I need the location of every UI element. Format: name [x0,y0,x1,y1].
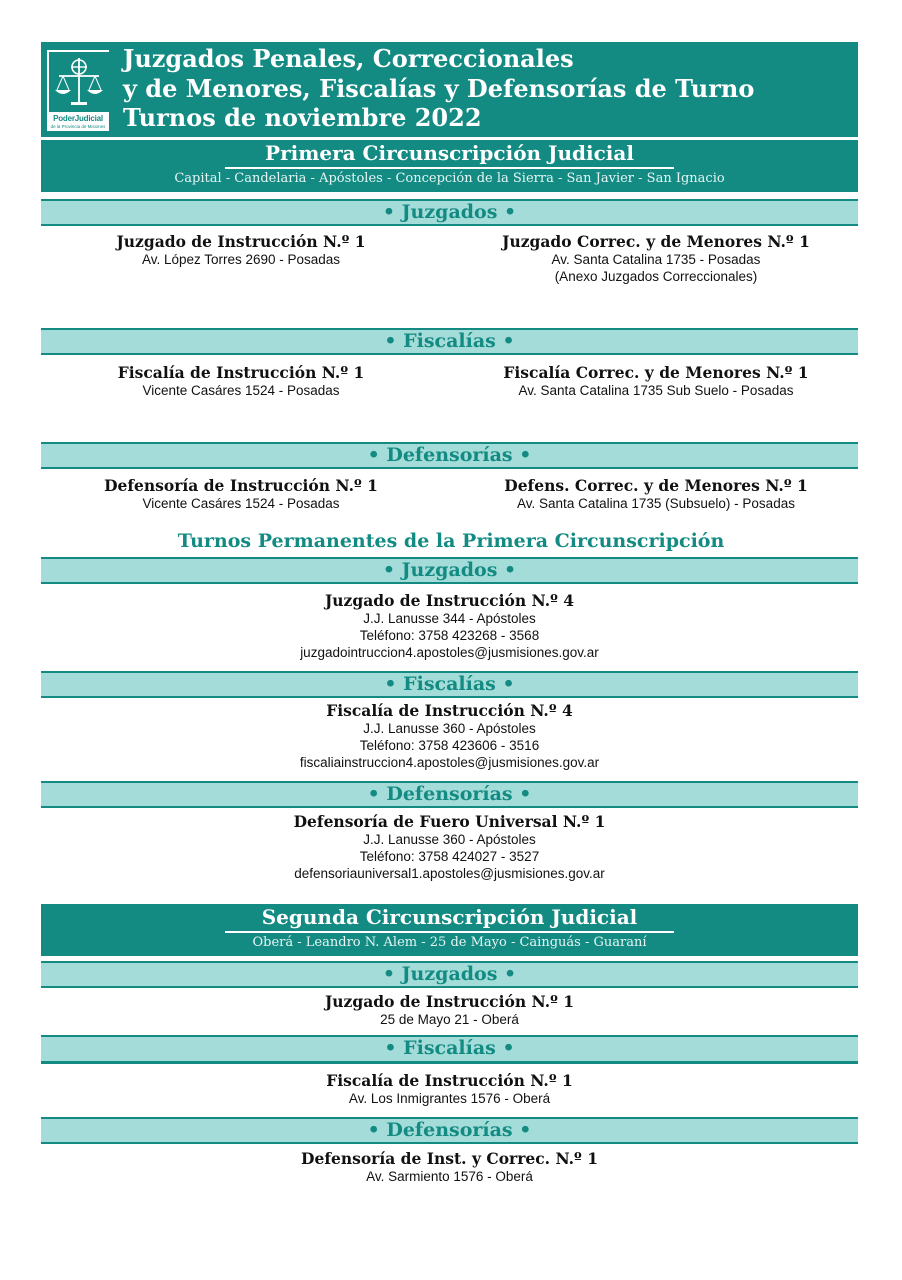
defensoria-instruccion-1 [41,476,441,512]
entity-name: Defens. Correc. y de Menores N.º 1 [504,476,808,495]
entity-email: defensoriauniversal1.apostoles@jusmisiones.gov.ar [294,866,605,881]
segunda-title: Segunda Circunscripción Judicial [261,905,638,929]
entity-name: Juzgado de Instrucción N.º 4 [324,591,575,610]
entity-name: Juzgado Correc. y de Menores N.º 1 [502,232,810,251]
header-title-line-1: Juzgados Penales, Correccionales [123,44,574,73]
segunda-title-underline [225,931,674,933]
entity-email: fiscaliainstruccion4.apostoles@jusmisiones.gov.ar [299,755,600,770]
logo-subtext: de la Provincia de Misiones [50,124,106,129]
juzgado-instruccion-1 [41,232,441,268]
primera-defensorias-bar: • Defensorías • [41,442,858,469]
entity-phone: Teléfono: 3758 424027 - 3527 [359,849,540,864]
entity-address: Av. Sarmiento 1576 - Oberá [366,1169,533,1184]
segunda-fiscalias-bar: • Fiscalías • [41,1035,858,1064]
entity-address: Av. Santa Catalina 1735 Sub Suelo - Posadas [518,383,794,398]
scales-of-justice-icon [49,52,109,112]
segunda-defensoria-inst-correc-1 [41,1149,858,1185]
segunda-fiscalia-instruccion-1 [41,1071,858,1107]
entity-phone: Teléfono: 3758 423268 - 3568 [359,628,540,643]
entity-name: Juzgado de Instrucción N.º 1 [116,232,366,251]
permanentes-defensorias-bar: • Defensorías • [41,781,858,808]
entity-name: Defensoría de Fuero Universal N.º 1 [293,812,606,831]
header-title-line-3: Turnos de noviembre 2022 [123,103,482,132]
primera-circunscripcion-banner [41,140,858,192]
entity-address: Vicente Casáres 1524 - Posadas [142,383,340,398]
entity-address: Av. López Torres 2690 - Posadas [141,252,341,267]
entity-address: 25 de Mayo 21 - Oberá [380,1012,519,1027]
primera-juzgados-bar: • Juzgados • [41,199,858,226]
segunda-circunscripcion-banner [41,904,858,956]
entity-name: Fiscalía de Instrucción N.º 4 [326,701,573,720]
segunda-juzgado-instruccion-1 [41,992,858,1028]
segunda-subtitle: Oberá - Leandro N. Alem - 25 de Mayo - Cainguás - Guaraní [252,935,647,950]
primera-title: Primera Circunscripción Judicial [265,141,634,165]
fiscalia-instruccion-4 [41,701,858,771]
entity-note: (Anexo Juzgados Correccionales) [554,269,758,284]
entity-name: Juzgado de Instrucción N.º 1 [324,992,575,1011]
header-title-line-2: y de Menores, Fiscalías y Defensorías de Turno [123,74,755,103]
entity-phone: Teléfono: 3758 423606 - 3516 [359,738,540,753]
entity-address: J.J. Lanusse 360 - Apóstoles [363,832,536,847]
juzgado-correc-menores-1 [456,232,856,285]
header-banner [41,42,858,137]
entity-name: Fiscalía de Instrucción N.º 1 [326,1071,573,1090]
entity-address: Av. Los Inmigrantes 1576 - Oberá [348,1091,551,1106]
logo-text: PoderJudicial [53,114,103,123]
segunda-juzgados-bar: • Juzgados • [41,961,858,988]
fiscalia-instruccion-1 [41,363,441,399]
juzgado-instruccion-4 [41,591,858,661]
entity-name: Defensoría de Inst. y Correc. N.º 1 [301,1149,598,1168]
entity-address: Av. Santa Catalina 1735 - Posadas [551,252,761,267]
defensoria-fuero-universal-1 [41,812,858,882]
entity-name: Fiscalía de Instrucción N.º 1 [117,363,365,382]
entity-address: Av. Santa Catalina 1735 (Subsuelo) - Posadas [517,496,795,511]
permanentes-fiscalias-bar: • Fiscalías • [41,671,858,698]
poder-judicial-logo [45,48,111,133]
entity-name: Defensoría de Instrucción N.º 1 [104,476,378,495]
primera-fiscalias-bar: • Fiscalías • [41,328,858,355]
primera-subtitle: Capital - Candelaria - Apóstoles - Concepción de la Sierra - San Javier - San Ignacio [174,171,725,186]
entity-address: J.J. Lanusse 360 - Apóstoles [363,721,536,736]
permanentes-juzgados-bar: • Juzgados • [41,557,858,584]
primera-title-underline [225,167,674,169]
entity-address: J.J. Lanusse 344 - Apóstoles [363,611,536,626]
segunda-defensorias-bar: • Defensorías • [41,1117,858,1144]
fiscalia-correc-menores-1 [456,363,856,399]
entity-name: Fiscalía Correc. y de Menores N.º 1 [503,363,809,382]
entity-email: juzgadointruccion4.apostoles@jusmisiones.gov.ar [300,645,599,660]
turnos-permanentes-title: Turnos Permanentes de la Primera Circunscripción [177,530,725,552]
entity-address: Vicente Casáres 1524 - Posadas [142,496,340,511]
defensoria-correc-menores-1 [456,476,856,512]
